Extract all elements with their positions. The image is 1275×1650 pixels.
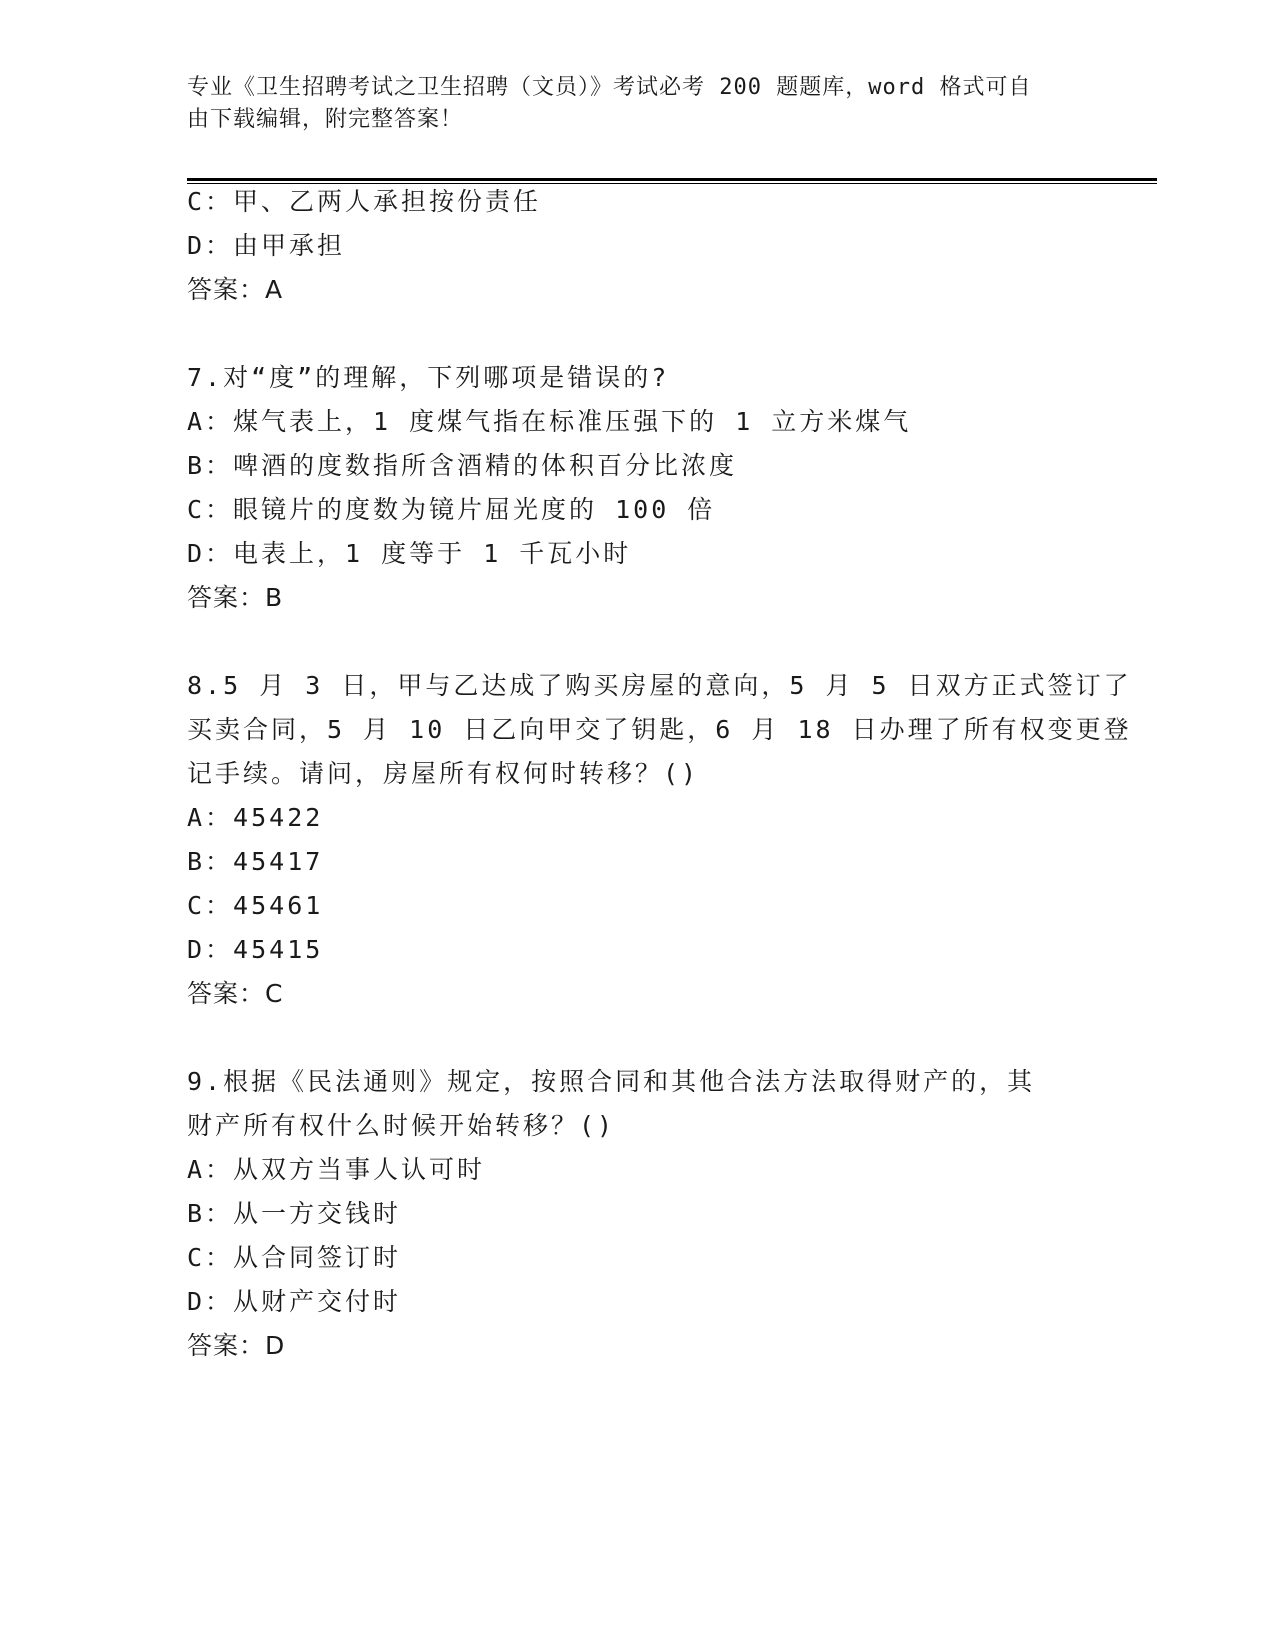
q9-option-c: C：从合同签订时 [187, 1243, 402, 1272]
document-header [187, 72, 1087, 136]
q9-stem-line-1: 9.根据《民法通则》规定，按照合同和其他合法方法取得财产的，其 [187, 1067, 1036, 1096]
q8-answer: 答案：C [187, 979, 284, 1008]
q7-answer: 答案：B [187, 583, 284, 612]
q9-stem-line-2: 财产所有权什么时候开始转移？() [187, 1111, 616, 1140]
q9-option-d: D：从财产交付时 [187, 1287, 402, 1316]
q9-option-a: A：从双方当事人认可时 [187, 1155, 486, 1184]
q6-option-d: D：由甲承担 [187, 231, 346, 260]
q8-option-a: A：45422 [187, 803, 324, 832]
q7-option-c: C：眼镜片的度数为镜片屈光度的 100 倍 [187, 495, 716, 524]
header-divider-thin [187, 183, 1157, 184]
q9-answer: 答案：D [187, 1331, 286, 1360]
q8-stem-line-1: 8.5 月 3 日，甲与乙达成了购买房屋的意向，5 月 5 日双方正式签订了 [187, 671, 1132, 700]
q8-stem-line-3: 记手续。请问，房屋所有权何时转移？() [187, 759, 700, 788]
q7-option-a: A：煤气表上，1 度煤气指在标准压强下的 1 立方米煤气 [187, 407, 912, 436]
q8-stem-line-2: 买卖合同，5 月 10 日乙向甲交了钥匙，6 月 18 日办理了所有权变更登 [187, 715, 1132, 744]
q9-option-b: B：从一方交钱时 [187, 1199, 402, 1228]
header-line-1: 专业《卫生招聘考试之卫生招聘（文员）》考试必考 200 题题库，word 格式可自 [187, 75, 1032, 100]
q6-answer: 答案：A [187, 275, 284, 304]
q6-option-c: C：甲、乙两人承担按份责任 [187, 187, 542, 216]
q7-option-d: D：电表上，1 度等于 1 千瓦小时 [187, 539, 632, 568]
q8-option-c: C：45461 [187, 891, 324, 920]
q8-option-b: B：45417 [187, 847, 324, 876]
header-line-2: 由下载编辑，附完整答案！ [187, 107, 464, 132]
header-divider-thick [187, 178, 1157, 181]
q7-stem: 7.对“度”的理解，下列哪项是错误的? [187, 363, 670, 392]
q7-option-b: B：啤酒的度数指所含酒精的体积百分比浓度 [187, 451, 738, 480]
q8-option-d: D：45415 [187, 935, 324, 964]
